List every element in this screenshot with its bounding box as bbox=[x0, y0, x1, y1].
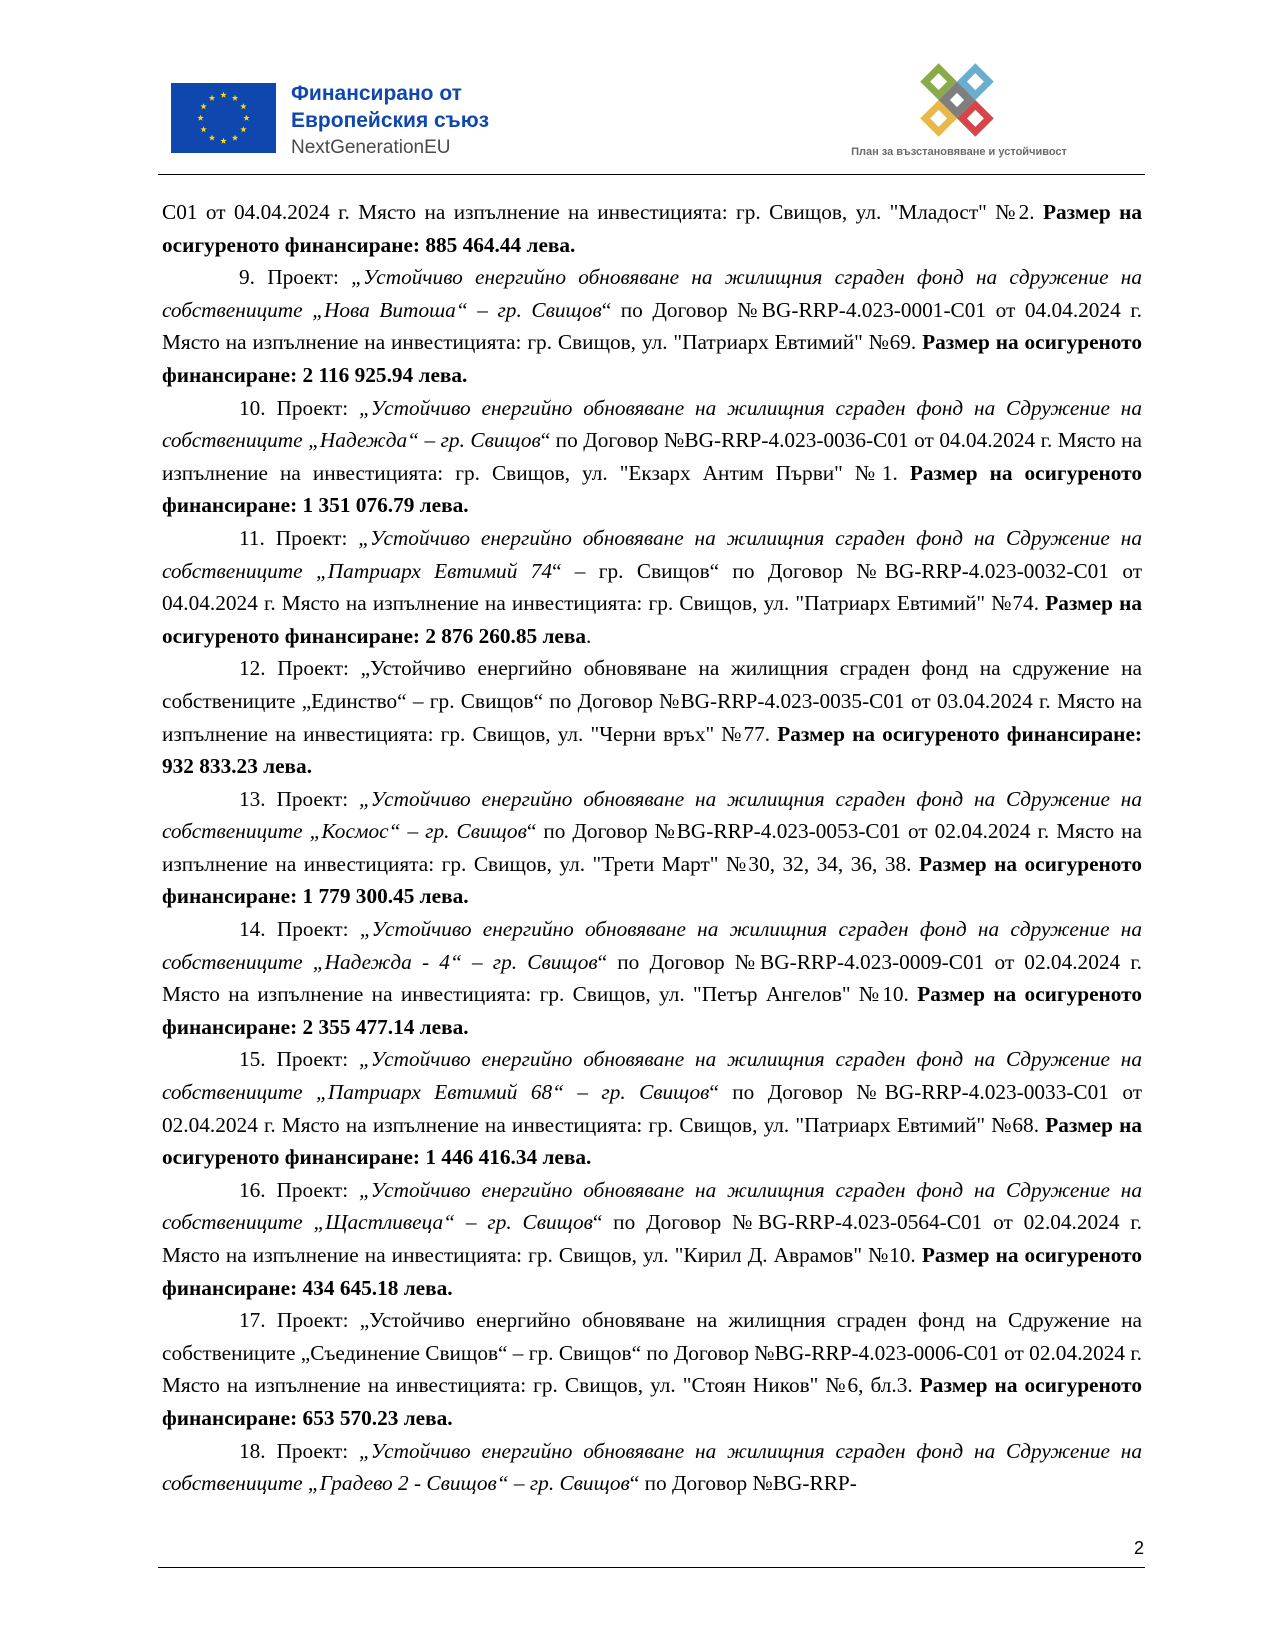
paragraph-text: 18. Проект: bbox=[239, 1438, 359, 1463]
paragraph-text: “ по Договор №BG-RRP-4.023-0001-C01 от 04.04.2024 г. Място на изпълнение на инвестицията: гр. Свищов, ул. "Патриарх Евтимий" №69. bbox=[162, 297, 1142, 355]
paragraph-text: 12. Проект: „Устойчиво енергийно обновяване на жилищния сграден фонд на сдружение на собствениците „Единство“ – гр. Свищов“ по Договор №BG-RRP-4.023-0035-C01 от 03.04.2024 г. Място на изпълнение на инвестицията: гр. Свищов, ул. "Черни връх" №77. bbox=[162, 656, 1142, 746]
paragraph-text: “ по Договор №BG-RRP-4.023-0036-C01 от 04.04.2024 г. Място на изпълнение на инвестицията: гр. Свищов, ул. "Екзарх Антим Първи" №1. bbox=[162, 428, 1142, 485]
project-title-text: „Устойчиво енергийно обновяване на жилищния сграден фонд на Сдружение на собствениците „Щастливеца“ – гр. Свищов bbox=[162, 1177, 1143, 1235]
paragraph bbox=[162, 392, 1142, 522]
funding-amount-text: Размер на осигуреното финансиране: 434 645.18 лева. bbox=[162, 1243, 1142, 1300]
page-number: 2 bbox=[1133, 1538, 1144, 1558]
funding-amount-text: Размер на осигуреното финансиране: 932 833.23 лева. bbox=[162, 721, 1142, 779]
paragraph-text: “ по Договор №BG-RRP- bbox=[629, 1471, 857, 1496]
funding-amount-text: Размер на осигуреното финансиране: 1 351 076.79 лева. bbox=[162, 460, 1142, 518]
paragraph bbox=[162, 783, 1142, 913]
paragraph-text: “ по Договор №BG-RRP-4.023-0564-C01 от 02.04.2024 г. Място на изпълнение на инвестицията: гр. Свищов, ул. "Кирил Д. Аврамов" №10. bbox=[162, 1210, 1142, 1267]
paragraph bbox=[162, 1043, 1142, 1173]
project-title-text: „Устойчиво енергийно обновяване на жилищния сграден фонд на сдружение на собствениците „Нова Витоша“ – гр. Свищов bbox=[162, 265, 1142, 322]
paragraph bbox=[162, 522, 1142, 652]
paragraph-text: С01 от 04.04.2024 г. Място на изпълнение на инвестицията: гр. Свищов, ул. "Младост" №2. bbox=[162, 200, 1043, 224]
project-title-text: „Устойчиво енергийно обновяване на жилищния сграден фонд на Сдружение на собствениците „Космос“ – гр. Свищов bbox=[162, 786, 1143, 844]
funding-amount-text: Размер на осигуреното финансиране: 1 779 300.45 лева. bbox=[162, 851, 1142, 909]
funding-amount-text: Размер на осигуреното финансиране: 885 464.44 лева. bbox=[162, 200, 1142, 257]
paragraph-text: 15. Проект: bbox=[239, 1047, 359, 1072]
eu-funding-line-3: NextGenerationEU bbox=[291, 137, 451, 158]
paragraph-text: 11. Проект: bbox=[239, 525, 359, 550]
eu-funding-line-2: Европейския съюз bbox=[291, 109, 490, 132]
project-title-text: „Устойчиво енергийно обновяване на жилищния сграден фонд на Сдружение на собствениците „Надежда“ – гр. Свищов bbox=[162, 395, 1143, 453]
paragraph-text: 16. Проект: bbox=[239, 1177, 359, 1202]
paragraph-text: 17. Проект: „Устойчиво енергийно обновяване на жилищния сграден фонд на Сдружение на собствениците „Съединение Свищов“ – гр. Свищов“ по Договор №BG-RRP-4.023-0006-C01 от 02.04.2024 г. Място на изпълнение на инвестицията: гр. Свищов, ул. "Стоян Ников" №6, бл.3. bbox=[162, 1308, 1142, 1398]
paragraph bbox=[162, 196, 1142, 261]
funding-amount-text: Размер на осигуреното финансиране: 1 446 416.34 лева. bbox=[162, 1112, 1142, 1170]
header-divider bbox=[158, 174, 1145, 175]
document-body bbox=[162, 196, 1142, 1500]
project-title-text: „Устойчиво енергийно обновяване на жилищния сграден фонд на Сдружение на собствениците „Градево 2 - Свищов“ – гр. Свищов bbox=[162, 1438, 1143, 1496]
funding-amount-text: Размер на осигуреното финансиране: 2 355 477.14 лева. bbox=[162, 982, 1143, 1039]
paragraph-text: 14. Проект: bbox=[239, 917, 360, 942]
paragraph-text: . bbox=[586, 623, 592, 648]
paragraph-text: 13. Проект: bbox=[239, 786, 359, 811]
footer-divider bbox=[158, 1567, 1145, 1568]
paragraph bbox=[162, 1174, 1142, 1304]
eu-funding-label bbox=[291, 80, 489, 161]
paragraph bbox=[162, 1304, 1142, 1434]
paragraph bbox=[162, 1435, 1142, 1500]
recovery-plan-caption: План за възстановяване и устойчивост bbox=[851, 146, 1067, 158]
paragraph-text: 9. Проект: bbox=[239, 265, 352, 290]
recovery-plan-logo-icon bbox=[907, 58, 1007, 142]
funding-amount-text: Размер на осигуреното финансиране: 2 116 925.94 лева. bbox=[162, 330, 1142, 387]
paragraph bbox=[162, 261, 1142, 391]
funding-amount-text: Размер на осигуреното финансиране: 653 570.23 лева. bbox=[162, 1373, 1142, 1430]
eu-funding-line-1: Финансирано от bbox=[291, 82, 462, 105]
paragraph-text: “ по Договор №BG-RRP-4.023-0053-C01 от 02.04.2024 г. Място на изпълнение на инвестицията: гр. Свищов, ул. "Трети Март" №30, 32, 34, 36, 38. bbox=[162, 819, 1142, 876]
paragraph-text: “ по Договор №BG-RRP-4.023-0009-C01 от 02.04.2024 г. Място на изпълнение на инвестицията: гр. Свищов, ул. "Петър Ангелов" №10. bbox=[162, 949, 1142, 1007]
eu-flag-icon bbox=[171, 83, 276, 153]
funding-amount-text: Размер на осигуреното финансиране: 2 876 260.85 лева bbox=[162, 591, 1142, 648]
project-title-text: „Устойчиво енергийно обновяване на жилищния сграден фонд на Сдружение на собствениците „Патриарх Евтимий 74 bbox=[162, 525, 1142, 583]
paragraph-text: “ по Договор №BG-RRP-4.023-0033-C01 от 02.04.2024 г. Място на изпълнение на инвестицията: гр. Свищов, ул. "Патриарх Евтимий" №68. bbox=[162, 1080, 1142, 1137]
paragraph bbox=[162, 652, 1142, 782]
paragraph-text: “ – гр. Свищов“ по Договор №BG-RRP-4.023-0032-C01 от 04.04.2024 г. Място на изпълнение на инвестицията: гр. Свищов, ул. "Патриарх Евтимий" №74. bbox=[162, 558, 1143, 616]
paragraph-text: 10. Проект: bbox=[239, 395, 359, 420]
project-title-text: „Устойчиво енергийно обновяване на жилищния сграден фонд на сдружение на собствениците „Надежда - 4“ – гр. Свищов bbox=[162, 917, 1142, 974]
paragraph bbox=[162, 913, 1142, 1043]
eu-flag-stars bbox=[171, 83, 276, 153]
project-title-text: „Устойчиво енергийно обновяване на жилищния сграден фонд на Сдружение на собствениците „Патриарх Евтимий 68“ – гр. Свищов bbox=[162, 1047, 1143, 1105]
